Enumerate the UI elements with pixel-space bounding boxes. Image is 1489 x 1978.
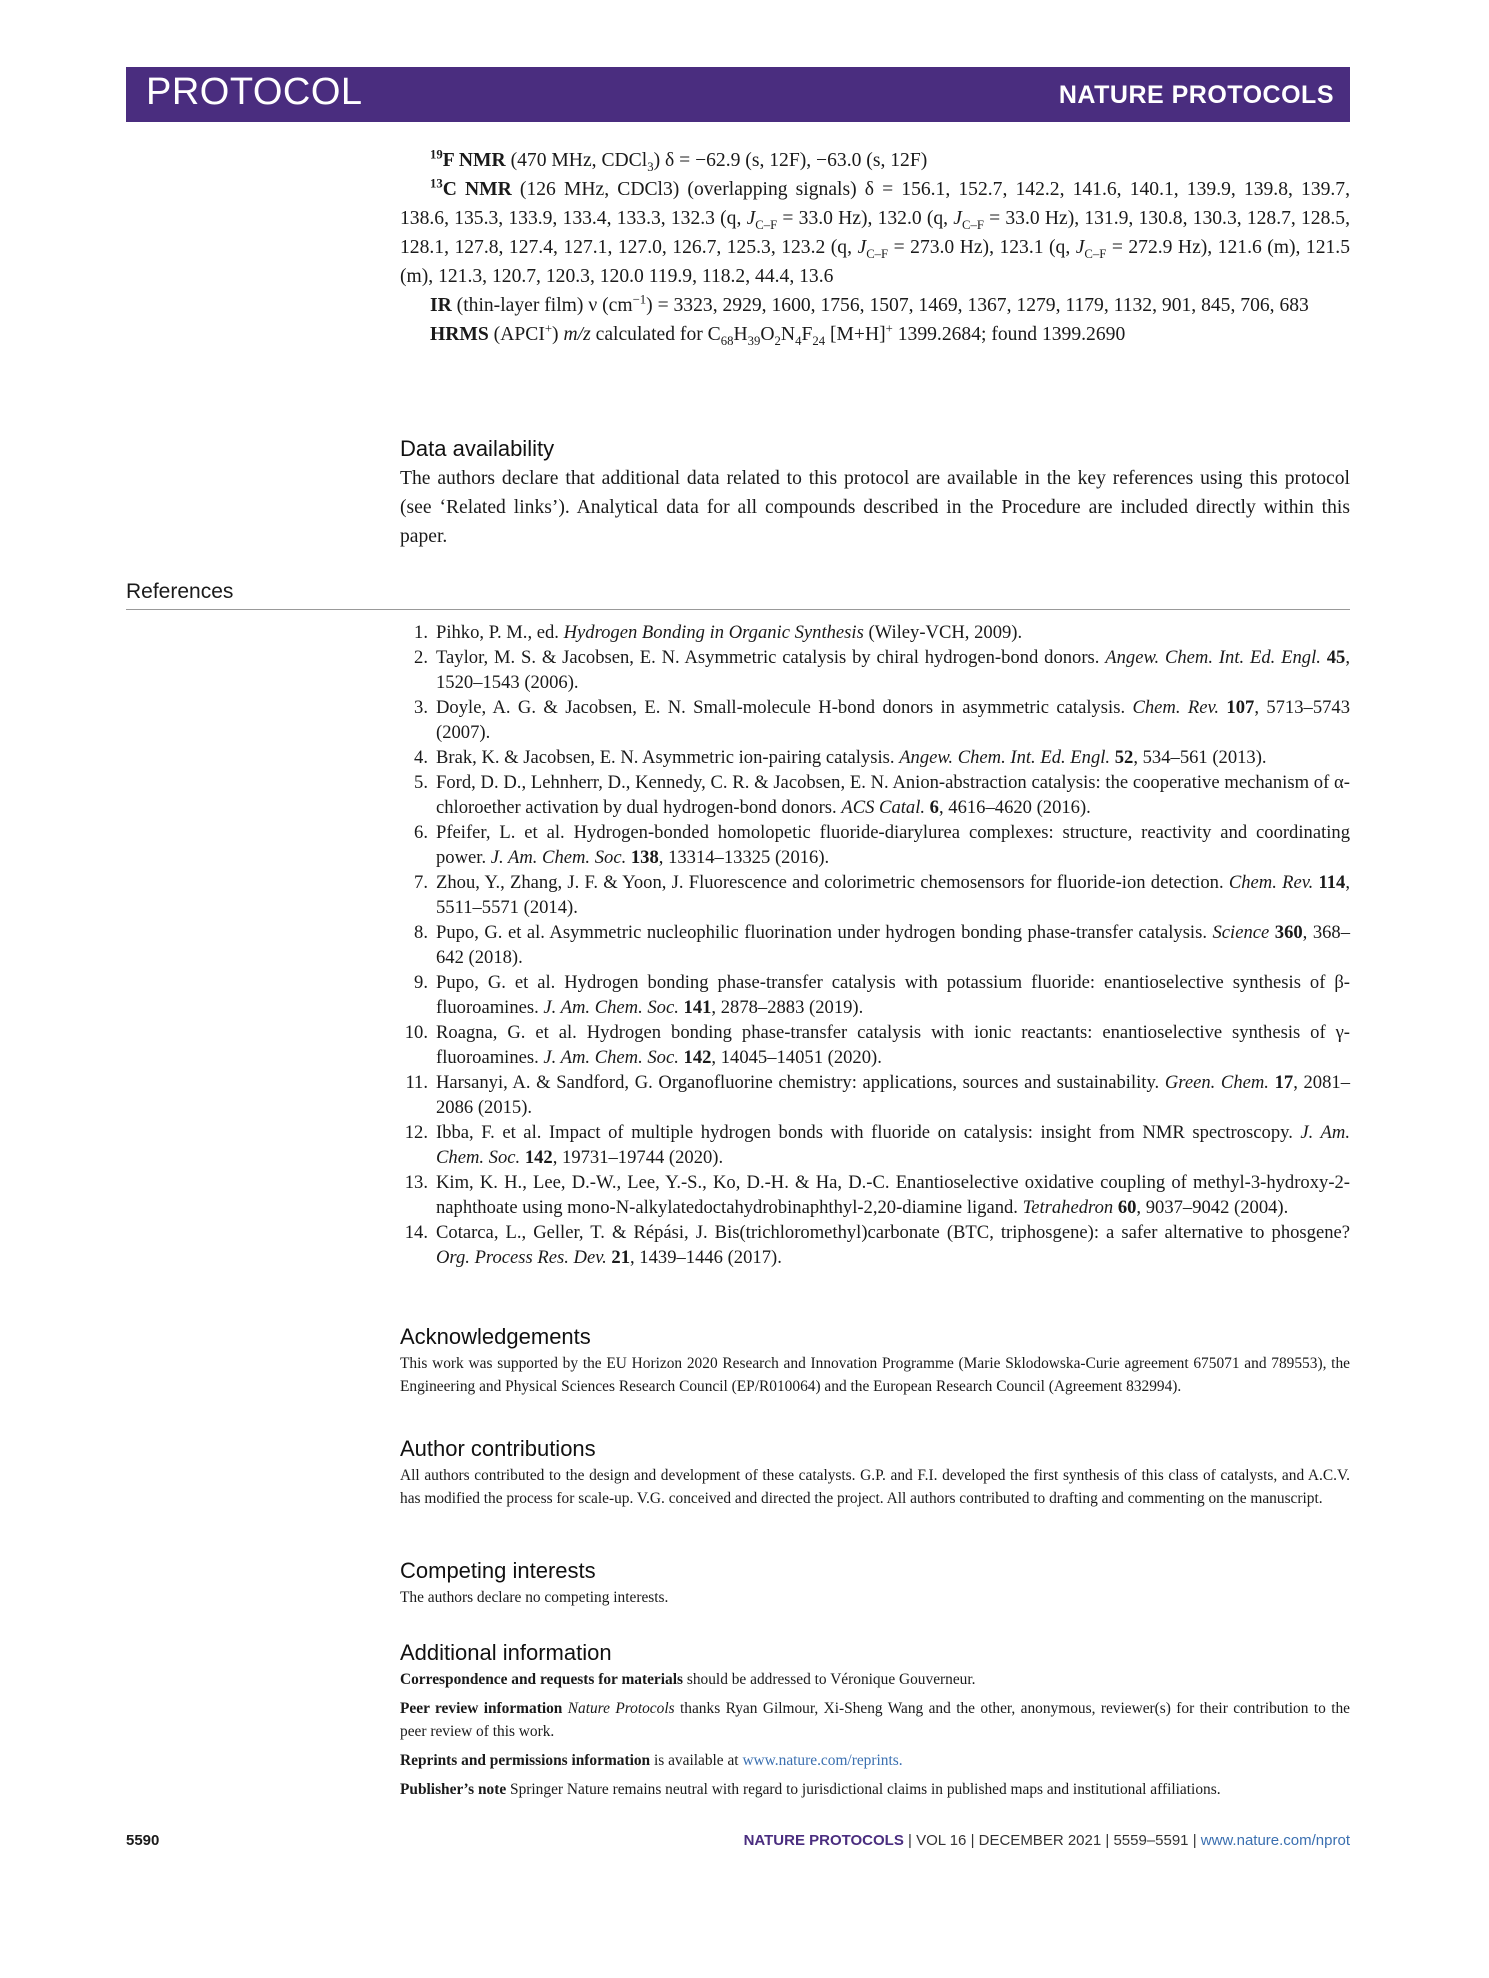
- reference-number: 11.: [405, 1072, 428, 1093]
- reference-item: [400, 820, 1350, 870]
- reference-journal: Science: [1212, 922, 1270, 943]
- reference-pages-year: , 19731–19744 (2020).: [552, 1147, 724, 1168]
- acknowledgements-text: This work was supported by the EU Horizon 2020 Research and Innovation Programme (Marie Sklodowska-Curie agreement 675071 and 789553), the Engineering and Physical Sciences Research Council (EP/R010064) and the European Research Council (Agreement 832994).: [400, 1355, 1350, 1395]
- reference-number: 6.: [414, 822, 428, 843]
- reference-pages-year: , 2878–2883 (2019).: [711, 997, 864, 1018]
- author-contributions-text: All authors contributed to the design and development of these catalysts. G.P. and F.I. developed the first synthesis of this class of catalysts, and A.C.V. has modified the process for scale-up. V.G. conceived and directed the project. All authors contributed to drafting and commenting on the manuscript.: [400, 1467, 1350, 1507]
- reference-volume: 142: [520, 1147, 553, 1168]
- reference-authors-title: Doyle, A. G. & Jacobsen, E. N. Small-molecule H-bond donors in asymmetric catalysis.: [436, 697, 1133, 718]
- reference-pages-year: , 1520–1543 (2006).: [436, 647, 1350, 693]
- reference-authors-title: Pfeifer, L. et al. Hydrogen-bonded homolopetic fluoride-diarylurea complexes: structure, reactivity and coordinating power.: [436, 822, 1350, 868]
- reference-journal: J. Am. Chem. Soc.: [543, 1047, 679, 1068]
- reference-volume: 360: [1269, 922, 1303, 943]
- reference-item: [400, 770, 1350, 820]
- reference-number: 9.: [414, 972, 428, 993]
- reference-item: [400, 1220, 1350, 1270]
- references-divider: [126, 609, 1350, 610]
- reference-journal: Green. Chem.: [1164, 1072, 1269, 1093]
- reference-authors-title: Roagna, G. et al. Hydrogen bonding phase-transfer catalysis with ionic reactants: enantioselective synthesis of γ-fluoroamines.: [436, 1022, 1350, 1068]
- reference-journal: Hydrogen Bonding in Organic Synthesis: [563, 622, 864, 643]
- reference-number: 12.: [404, 1122, 428, 1143]
- reference-pages-year: , 9037–9042 (2004).: [1136, 1197, 1289, 1218]
- reference-volume: 138: [626, 847, 659, 868]
- reference-volume: 142: [678, 1047, 712, 1068]
- reference-pages-year: , 1439–1446 (2017).: [630, 1247, 782, 1268]
- header-banner: [126, 67, 1350, 122]
- reference-authors-title: Harsanyi, A. & Sandford, G. Organofluorine chemistry: applications, sources and sustainability.: [436, 1072, 1165, 1093]
- competing-interests-text: The authors declare no competing interests.: [400, 1589, 669, 1606]
- reference-journal: Chem. Rev.: [1132, 697, 1220, 718]
- f-nmr-line: $^{19}$F NMR (470 MHz, CDCl$_3$) δ = −62.9 (s, 12F), −63.0 (s, 12F): [430, 147, 928, 174]
- reference-number: 8.: [414, 922, 428, 943]
- reference-number: 10.: [404, 1022, 428, 1043]
- reference-journal: J. Am. Chem. Soc.: [543, 997, 679, 1018]
- reference-volume: 52: [1110, 747, 1134, 768]
- reference-authors-title: Ford, D. D., Lehnherr, D., Kennedy, C. R. & Jacobsen, E. N. Anion-abstraction catalysis: the cooperative mechanism of α-chloroether activation by dual hydrogen-bond donors.: [436, 772, 1350, 818]
- reference-volume: 107: [1219, 697, 1255, 718]
- reference-authors-title: Pupo, G. et al. Asymmetric nucleophilic fluorination under hydrogen bonding phase-transfer catalysis.: [436, 922, 1213, 943]
- reference-item: [400, 1120, 1350, 1170]
- acknowledgements-heading: Acknowledgements: [400, 1324, 591, 1349]
- characterization-data: [400, 146, 1350, 349]
- reference-volume: 60: [1113, 1197, 1137, 1218]
- reference-item: [400, 870, 1350, 920]
- reference-journal: J. Am. Chem. Soc.: [436, 1122, 1350, 1168]
- publisher-note-text: Publisher’s note Springer Nature remains neutral with regard to jurisdictional claims in published maps and institutional affiliations.: [400, 1781, 1221, 1798]
- reference-number: 13.: [404, 1172, 428, 1193]
- reference-authors-title: Taylor, M. S. & Jacobsen, E. N. Asymmetric catalysis by chiral hydrogen-bond donors.: [436, 647, 1106, 668]
- journal-label: NATURE PROTOCOLS: [1058, 81, 1334, 109]
- reference-number: 7.: [414, 872, 428, 893]
- reference-number: 2.: [414, 647, 428, 668]
- reference-pages-year: , 534–561 (2013).: [1133, 747, 1267, 768]
- section-label: PROTOCOL: [146, 71, 363, 113]
- hrms-line: HRMS (APCI+) m/z calculated for $C_{68}H_{39}O_2N_4F_{24}$ [M+H]+ 1399.2684; found 1399.2690: [430, 321, 1126, 348]
- reference-authors-title: Zhou, Y., Zhang, J. F. & Yoon, J. Fluorescence and colorimetric chemosensors for fluoride-ion detection.: [436, 872, 1229, 893]
- footer-pages: 5559–5591: [1113, 1832, 1189, 1849]
- reference-number: 3.: [414, 697, 428, 718]
- reference-authors-title: Brak, K. & Jacobsen, E. N. Asymmetric ion-pairing catalysis.: [436, 747, 900, 768]
- reference-number: 14.: [404, 1222, 428, 1243]
- reference-journal: Chem. Rev.: [1228, 872, 1314, 893]
- reference-volume: 141: [678, 997, 712, 1018]
- reference-pages-year: , 14045–14051 (2020).: [711, 1047, 882, 1068]
- reference-pages-year: , 5713–5743 (2007).: [436, 697, 1351, 743]
- reference-volume: 45: [1320, 647, 1346, 668]
- peer-review-text: Peer review information Nature Protocols thanks Ryan Gilmour, Xi-Sheng Wang and the other, anonymous, reviewer(s) for their contribution to the peer review of this work.: [400, 1700, 1350, 1740]
- reference-pages-year: , 4616–4620 (2016).: [938, 797, 1091, 818]
- footer-url[interactable]: www.nature.com/nprot: [1200, 1832, 1350, 1849]
- references-heading: References: [126, 580, 234, 603]
- reference-authors-title: Cotarca, L., Geller, T. & Répási, J. Bis(trichloromethyl)carbonate (BTC, triphosgene): a safer alternative to phosgene?: [436, 1222, 1350, 1243]
- reference-authors-title: Pupo, G. et al. Hydrogen bonding phase-transfer catalysis with potassium fluoride: enantioselective synthesis of β-fluoroamines.: [436, 972, 1350, 1018]
- reference-item: [400, 1170, 1350, 1220]
- reference-item: [400, 1070, 1350, 1120]
- page-number: 5590: [126, 1832, 160, 1849]
- footer-volume: VOL 16: [916, 1832, 967, 1849]
- reference-journal: Org. Process Res. Dev.: [436, 1247, 607, 1268]
- correspondence-text: Correspondence and requests for materials should be addressed to Véronique Gouverneur.: [400, 1671, 976, 1688]
- reference-number: 1.: [414, 622, 428, 643]
- reference-item: [400, 645, 1350, 695]
- reference-volume: 6: [925, 797, 939, 818]
- reference-journal: J. Am. Chem. Soc.: [490, 847, 627, 868]
- reference-pages-year: , 5511–5571 (2014).: [436, 872, 1350, 918]
- reference-journal: Angew. Chem. Int. Ed. Engl.: [1105, 647, 1321, 668]
- reference-item: [400, 695, 1350, 745]
- reference-item: [400, 745, 1350, 770]
- author-contributions-section: [400, 1436, 1350, 1510]
- reference-item: [400, 920, 1350, 970]
- footer-citation: NATURE PROTOCOLS | VOL 16 | DECEMBER 2021 | 5559–5591 | www.nature.com/nprot: [743, 1832, 1350, 1849]
- additional-information-heading: Additional information: [400, 1640, 612, 1665]
- reference-journal: ACS Catal.: [841, 797, 926, 818]
- reprints-link[interactable]: www.nature.com/reprints.: [742, 1752, 903, 1769]
- reference-item: [400, 620, 1350, 645]
- acknowledgements-section: [400, 1324, 1350, 1398]
- author-contributions-heading: Author contributions: [400, 1436, 596, 1461]
- reference-authors-title: Pihko, P. M., ed.: [436, 622, 564, 643]
- reference-volume: 21: [606, 1247, 630, 1268]
- reference-volume: 114: [1313, 872, 1346, 893]
- reference-pages-year: , 368–642 (2018).: [436, 922, 1351, 968]
- reference-number: 4.: [414, 747, 428, 768]
- data-availability-text: The authors declare that additional data related to this protocol are available in the key references using this protocol (see ‘Related links’). Analytical data for all compounds described in the Procedure are included directly within this paper.: [400, 468, 1350, 547]
- reference-journal: Tetrahedron: [1022, 1197, 1114, 1218]
- c-nmr-line: $^{13}$C NMR (126 MHz, CDCl3) (overlapping signals) δ = 156.1, 152.7, 142.2, 141.6, 140.1, 139.9, 139.8, 139.7, 138.6, 135.3, 133.9, 133.4, 133.3, 132.3 (q, $J_{C-F} = 33.0$ Hz), 132.0 (q, $J_{C-F} = 33.0$ Hz), 131.9, 130.8, 130.3, 128.7, 128.5, 128.1, 127.8, 127.4, 127.1, 127.0, 126.7, 125.3, 123.2 (q, $J_{C-F} = 273.0$ Hz), 123.1 (q, $J_{C-F} = 272.9$ Hz), 121.6 (m), 121.5 (m), 121.3, 120.7, 120.3, 120.0 119.9, 118.2, 44.4, 13.6: [400, 176, 1351, 287]
- footer-journal: NATURE PROTOCOLS: [743, 1832, 904, 1849]
- additional-information-section: [400, 1640, 1350, 1801]
- reprints-text: Reprints and permissions information is available at www.nature.com/reprints.: [400, 1752, 903, 1769]
- reference-item: [400, 1020, 1350, 1070]
- ir-line: IR (thin-layer film) ν $(cm^{-1}) = 3323$, 2929, 1600, 1756, 1507, 1469, 1367, 1279, 1179, 1132, 901, 845, 706, 683: [430, 292, 1309, 316]
- reference-item: [400, 970, 1350, 1020]
- reference-journal: Angew. Chem. Int. Ed. Engl.: [899, 747, 1111, 768]
- data-availability-section: [400, 436, 1350, 551]
- reference-pages-year: , 13314–13325 (2016).: [658, 847, 830, 868]
- reference-pages-year: (Wiley-VCH, 2009).: [863, 622, 1023, 643]
- reference-pages-year: , 2081–2086 (2015).: [436, 1072, 1350, 1118]
- references-list: [400, 620, 1350, 1270]
- reference-volume: 17: [1268, 1072, 1294, 1093]
- reference-authors-title: Kim, K. H., Lee, D.-W., Lee, Y.-S., Ko, D.-H. & Ha, D.-C. Enantioselective oxidative coupling of methyl-3-hydroxy-2-naphthoate using mono-N-alkylatedoctahydrobinaphthyl-2,20-diamine ligand.: [436, 1172, 1350, 1218]
- reference-authors-title: Ibba, F. et al. Impact of multiple hydrogen bonds with fluoride on catalysis: insight from NMR spectroscopy.: [436, 1122, 1301, 1143]
- competing-interests-section: [400, 1558, 1350, 1609]
- data-availability-heading: Data availability: [400, 436, 555, 461]
- footer-date: DECEMBER 2021: [978, 1832, 1102, 1849]
- reference-number: 5.: [414, 772, 428, 793]
- competing-interests-heading: Competing interests: [400, 1558, 596, 1583]
